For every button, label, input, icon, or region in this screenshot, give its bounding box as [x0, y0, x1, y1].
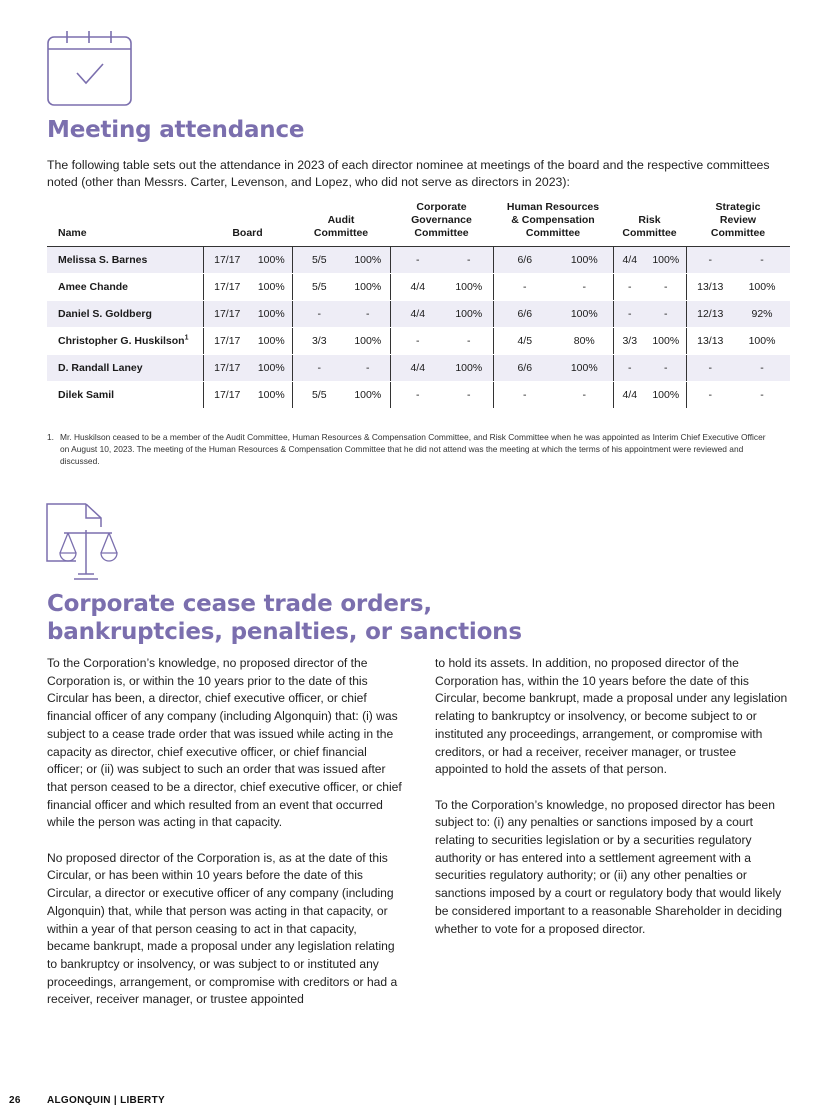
attendance-cell: -: [292, 355, 346, 382]
text-column-right: [435, 655, 791, 956]
attendance-cell: 100%: [251, 301, 292, 328]
header-strategic: Strategic Review Committee: [686, 201, 790, 247]
attendance-cell: -: [613, 274, 646, 301]
header-name: Name: [47, 201, 203, 247]
attendance-cell: 13/13: [686, 328, 734, 355]
attendance-cell: 100%: [346, 247, 390, 274]
attendance-cell: -: [493, 382, 556, 409]
table-row: [47, 355, 790, 382]
attendance-cell: -: [734, 382, 790, 409]
attendance-cell: 100%: [734, 328, 790, 355]
header-governance: Corporate Governance Committee: [390, 201, 493, 247]
calendar-check-icon: [47, 31, 133, 107]
attendance-cell: 17/17: [203, 247, 251, 274]
attendance-cell: 100%: [251, 247, 292, 274]
attendance-cell: -: [646, 301, 686, 328]
attendance-cell: 6/6: [493, 355, 556, 382]
attendance-cell: 3/3: [292, 328, 346, 355]
paragraph-penalties: To the Corporation’s knowledge, no proposed director has been subject to: (i) any penalties or sanctions imposed by a court relating to securities legislation or by a securities regulatory authority or has entered into a settlement agreement with a securities regulatory authority; or (ii) any other penalties or sanctions imposed by a court or regulatory body that would likely be considered important to a reasonable Shareholder in deciding whether to vote for a proposed director.: [435, 797, 782, 936]
header-board: Board: [203, 201, 292, 247]
attendance-cell: 4/4: [390, 274, 445, 301]
attendance-cell: 100%: [251, 355, 292, 382]
director-name: Dilek Samil: [47, 382, 203, 409]
attendance-cell: 17/17: [203, 301, 251, 328]
paragraph-personal-bankruptcy: to hold its assets. In addition, no proposed director of the Corporation has, within the 10 years before the date of this Circular, become bankrupt, made a proposal under any legislation relating to bankruptcy or insolvency, or become subject to or instituted any proceedings, arrangement, or compromise with creditors, or had a receiver, receiver manager, or trustee appointed to hold the assets of that person.: [435, 656, 788, 777]
footnote: [47, 431, 767, 467]
attendance-cell: -: [556, 382, 613, 409]
director-name: Amee Chande: [47, 274, 203, 301]
attendance-cell: 5/5: [292, 274, 346, 301]
attendance-cell: 17/17: [203, 382, 251, 409]
attendance-cell: 100%: [556, 355, 613, 382]
director-name: D. Randall Laney: [47, 355, 203, 382]
attendance-cell: 100%: [445, 274, 493, 301]
attendance-cell: -: [686, 247, 734, 274]
header-hr: Human Resources & Compensation Committee: [493, 201, 613, 247]
attendance-cell: 4/4: [613, 382, 646, 409]
attendance-cell: 12/13: [686, 301, 734, 328]
attendance-cell: -: [734, 247, 790, 274]
header-risk: Risk Committee: [613, 201, 686, 247]
attendance-cell: 4/4: [390, 301, 445, 328]
attendance-cell: 100%: [346, 274, 390, 301]
table-row: [47, 247, 790, 274]
attendance-cell: 4/5: [493, 328, 556, 355]
attendance-cell: 100%: [646, 328, 686, 355]
attendance-cell: -: [493, 274, 556, 301]
attendance-cell: -: [556, 274, 613, 301]
page-number: 26: [9, 1095, 21, 1106]
header-audit: Audit Committee: [292, 201, 390, 247]
attendance-cell: 100%: [556, 247, 613, 274]
attendance-cell: 4/4: [390, 355, 445, 382]
attendance-cell: -: [646, 274, 686, 301]
attendance-cell: -: [390, 247, 445, 274]
attendance-cell: 17/17: [203, 274, 251, 301]
attendance-cell: 100%: [251, 274, 292, 301]
attendance-cell: -: [346, 301, 390, 328]
footnote-text: Mr. Huskilson ceased to be a member of the Audit Committee, Human Resources & Compensation Committee, and Risk Committee when he was appointed as Interim Chief Executive Officer on August 10, 2023. The meeting of the Human Resources & Compensation Committee that he did not attend was the meeting at which the terms of his appointment were reviewed and discussed.: [60, 432, 766, 466]
table-header-row: [47, 201, 790, 247]
attendance-cell: -: [613, 301, 646, 328]
attendance-table: [47, 201, 790, 409]
attendance-cell: 100%: [646, 382, 686, 409]
brand-footer: ALGONQUIN | LIBERTY: [47, 1095, 165, 1106]
paragraph-cease-trade: To the Corporation’s knowledge, no proposed director of the Corporation is, or within the 10 years prior to the date of this Circular has been, a director, chief executive officer, or chief financial officer of any company (including Algonquin) that: (i) was subject to a cease trade order that was issued while acting in the capacity as director, chief executive officer, or chief financial officer; or (ii) was subject to such an order that was issued after that person ceased to be a director, chief executive officer, or chief financial officer and which resulted from an event that occurred while the person was acting in that capacity.: [47, 656, 402, 830]
attendance-cell: 4/4: [613, 247, 646, 274]
attendance-cell: 100%: [346, 382, 390, 409]
attendance-cell: -: [445, 382, 493, 409]
attendance-cell: 6/6: [493, 301, 556, 328]
attendance-cell: -: [445, 328, 493, 355]
director-name: Daniel S. Goldberg: [47, 301, 203, 328]
director-name: Christopher G. Huskilson$^1$: [47, 328, 203, 355]
attendance-cell: 100%: [445, 355, 493, 382]
document-scales-icon: [46, 503, 126, 583]
text-column-left: [47, 655, 403, 1027]
attendance-cell: -: [613, 355, 646, 382]
attendance-cell: 100%: [251, 328, 292, 355]
attendance-cell: -: [346, 355, 390, 382]
section-heading-orders: Corporate cease trade orders, bankruptcies, penalties, or sanctions: [47, 591, 522, 645]
director-name: Melissa S. Barnes: [47, 247, 203, 274]
attendance-cell: 100%: [734, 274, 790, 301]
paragraph-bankruptcy: No proposed director of the Corporation is, as at the date of this Circular, or has been within 10 years before the date of this Circular, a director or executive officer of any company (including Algonquin) that, while that person was acting in that capacity, or within a year of that person ceasing to act in that capacity, became bankrupt, made a proposal under any legislation relating to bankruptcy or insolvency, or was subject to or instituted any proceedings, arrangement, or compromise with creditors or had a receiver, receiver manager, or trustee appointed: [47, 850, 398, 1007]
attendance-cell: 100%: [445, 301, 493, 328]
table-row: [47, 328, 790, 355]
table-row: [47, 382, 790, 409]
attendance-cell: -: [390, 382, 445, 409]
attendance-cell: 100%: [251, 382, 292, 409]
attendance-cell: -: [390, 328, 445, 355]
attendance-cell: 13/13: [686, 274, 734, 301]
attendance-cell: 17/17: [203, 355, 251, 382]
attendance-cell: -: [734, 355, 790, 382]
attendance-cell: 100%: [646, 247, 686, 274]
attendance-cell: 80%: [556, 328, 613, 355]
attendance-cell: 92%: [734, 301, 790, 328]
attendance-cell: -: [686, 382, 734, 409]
attendance-cell: 5/5: [292, 247, 346, 274]
attendance-cell: -: [292, 301, 346, 328]
attendance-cell: -: [646, 355, 686, 382]
attendance-intro: The following table sets out the attendance in 2023 of each director nominee at meetings of the board and the respective committees noted (other than Messrs. Carter, Levenson, and Lopez, who did not serve as directors in 2023):: [47, 158, 770, 189]
attendance-cell: 6/6: [493, 247, 556, 274]
attendance-cell: 5/5: [292, 382, 346, 409]
section-heading-attendance: Meeting attendance: [47, 117, 305, 143]
attendance-cell: 100%: [346, 328, 390, 355]
attendance-cell: 3/3: [613, 328, 646, 355]
table-row: [47, 301, 790, 328]
attendance-cell: -: [445, 247, 493, 274]
attendance-cell: 100%: [556, 301, 613, 328]
table-row: [47, 274, 790, 301]
footnote-number: 1.: [47, 432, 54, 442]
attendance-cell: -: [686, 355, 734, 382]
attendance-cell: 17/17: [203, 328, 251, 355]
